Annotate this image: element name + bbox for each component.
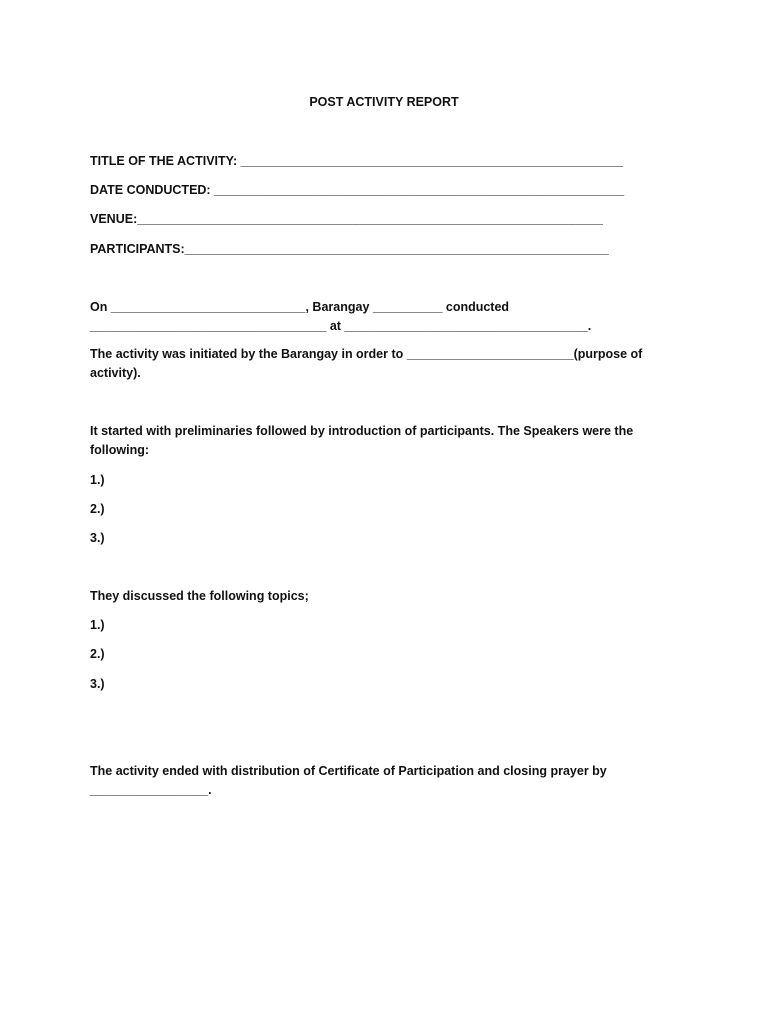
purpose-line-2: activity). bbox=[90, 366, 141, 380]
intro-line-1: On ____________________________, Barangay __________ conducted bbox=[90, 300, 510, 314]
topics-intro: They discussed the following topics; bbox=[90, 589, 309, 603]
field-title-of-activity: TITLE OF THE ACTIVITY: _______________________________________________________ bbox=[90, 154, 624, 168]
intro-line-2: __________________________________ at ___________________________________. bbox=[90, 319, 592, 333]
speaker-item-2: 2.) bbox=[90, 502, 105, 516]
speakers-line-1: It started with preliminaries followed by introduction of participants. The Speakers were the bbox=[90, 424, 634, 438]
speaker-item-3: 3.) bbox=[90, 531, 105, 545]
document-title: POST ACTIVITY REPORT bbox=[309, 95, 459, 109]
closing-line-1: The activity ended with distribution of Certificate of Participation and closing prayer by bbox=[90, 764, 607, 778]
topic-item-3: 3.) bbox=[90, 677, 105, 691]
field-venue: VENUE:___________________________________________________________________ bbox=[90, 212, 604, 226]
field-participants: PARTICIPANTS:_____________________________________________________________ bbox=[90, 242, 609, 256]
closing-line-2: _________________. bbox=[90, 783, 212, 797]
speaker-item-1: 1.) bbox=[90, 473, 105, 487]
topic-item-1: 1.) bbox=[90, 618, 105, 632]
speakers-line-2: following: bbox=[90, 443, 150, 457]
topic-item-2: 2.) bbox=[90, 647, 105, 661]
purpose-line-1: The activity was initiated by the Barangay in order to ________________________(purpose of bbox=[90, 347, 643, 361]
field-date-conducted: DATE CONDUCTED: ___________________________________________________________ bbox=[90, 183, 625, 197]
